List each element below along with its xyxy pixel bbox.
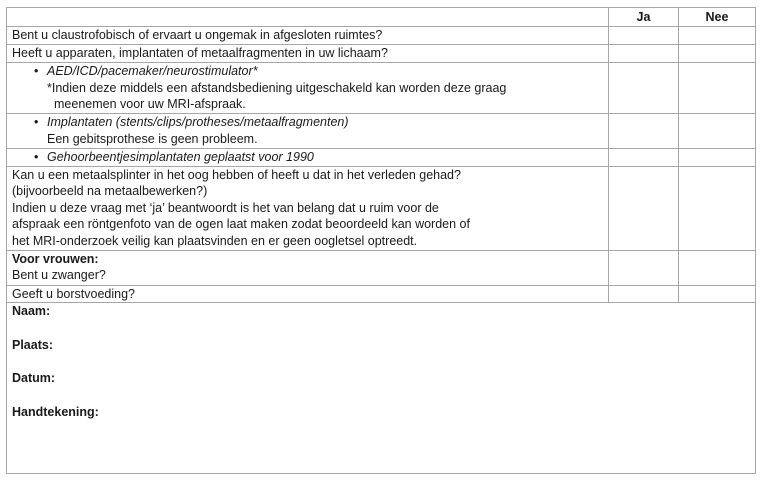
question-row-hearing — [7, 149, 756, 167]
header-nee: Nee — [679, 8, 756, 27]
answer-nee-cell[interactable] — [679, 27, 756, 45]
question-header-cell — [7, 8, 609, 27]
section-heading: Voor vrouwen: — [12, 251, 99, 266]
answer-ja-cell[interactable] — [609, 114, 679, 149]
question-row-pregnant — [7, 250, 756, 285]
question-cell — [7, 114, 609, 149]
question-text: Bent u zwanger? — [12, 268, 106, 282]
header-ja: Ja — [609, 8, 679, 27]
bullet-text: Implantaten (stents/clips/protheses/metaalfragmenten) — [47, 115, 349, 129]
question-line: Indien u deze vraag met ‘ja’ beantwoordt is het van belang dat u ruim voor de — [12, 200, 439, 215]
note-line: Een gebitsprothese is geen probleem. — [47, 131, 258, 146]
answer-nee-cell[interactable] — [679, 114, 756, 149]
note-line: meenemen voor uw MRI-afspraak. — [54, 97, 246, 111]
answer-nee-cell[interactable] — [679, 149, 756, 167]
answer-ja-cell[interactable] — [609, 166, 679, 250]
bullet-icon: • — [34, 150, 39, 164]
place-field[interactable]: Plaats: — [12, 337, 53, 352]
question-row-breastfeeding — [7, 285, 756, 303]
question-cell — [7, 149, 609, 167]
answer-ja-cell[interactable] — [609, 27, 679, 45]
signature-field[interactable]: Handtekening: — [12, 404, 99, 419]
answer-nee-cell[interactable] — [679, 285, 756, 303]
bullet-text: AED/ICD/pacemaker/neurostimulator* — [47, 64, 258, 78]
question-cell — [7, 250, 609, 285]
questionnaire-table — [6, 7, 756, 474]
answer-ja-cell[interactable] — [609, 250, 679, 285]
question-row-metal-splinter — [7, 166, 756, 250]
question-row-claustrophobia — [7, 27, 756, 45]
answer-ja-cell[interactable] — [609, 285, 679, 303]
answer-nee-cell[interactable] — [679, 45, 756, 63]
question-line: (bijvoorbeeld na metaalbewerken?) — [12, 184, 208, 198]
bullet-icon: • — [34, 64, 39, 78]
answer-nee-cell[interactable] — [679, 250, 756, 285]
mri-questionnaire — [6, 7, 755, 474]
question-text: Heeft u apparaten, implantaten of metaalfragmenten in uw lichaam? — [7, 45, 609, 63]
answer-ja-cell[interactable] — [609, 149, 679, 167]
name-field[interactable]: Naam: — [12, 304, 51, 318]
question-cell — [7, 63, 609, 114]
question-line: afspraak een röntgenfoto van de ogen laat maken zodat beoordeeld kan worden of — [12, 217, 470, 231]
bullet-icon: • — [34, 115, 39, 129]
date-field[interactable]: Datum: — [12, 371, 56, 385]
bullet-text: Gehoorbeentjesimplantaten geplaatst voor 1990 — [47, 150, 314, 164]
question-cell — [7, 166, 609, 250]
signature-row — [7, 303, 756, 474]
answer-ja-cell[interactable] — [609, 63, 679, 114]
signature-cell — [7, 303, 756, 474]
answer-nee-cell[interactable] — [679, 166, 756, 250]
question-line: Kan u een metaalsplinter in het oog hebben of heeft u dat in het verleden gehad? — [12, 167, 461, 182]
question-text: Bent u claustrofobisch of ervaart u ongemak in afgesloten ruimtes? — [7, 27, 609, 45]
question-row-stents — [7, 114, 756, 149]
question-row-aed — [7, 63, 756, 114]
answer-nee-cell[interactable] — [679, 63, 756, 114]
note-line: *Indien deze middels een afstandsbediening uitgeschakeld kan worden deze graag — [47, 80, 507, 95]
answer-ja-cell[interactable] — [609, 45, 679, 63]
question-line: het MRI-onderzoek veilig kan plaatsvinden en er geen oogletsel optreedt. — [12, 233, 418, 248]
question-row-implants — [7, 45, 756, 63]
header-row — [7, 8, 756, 27]
question-text: Geeft u borstvoeding? — [7, 285, 609, 303]
